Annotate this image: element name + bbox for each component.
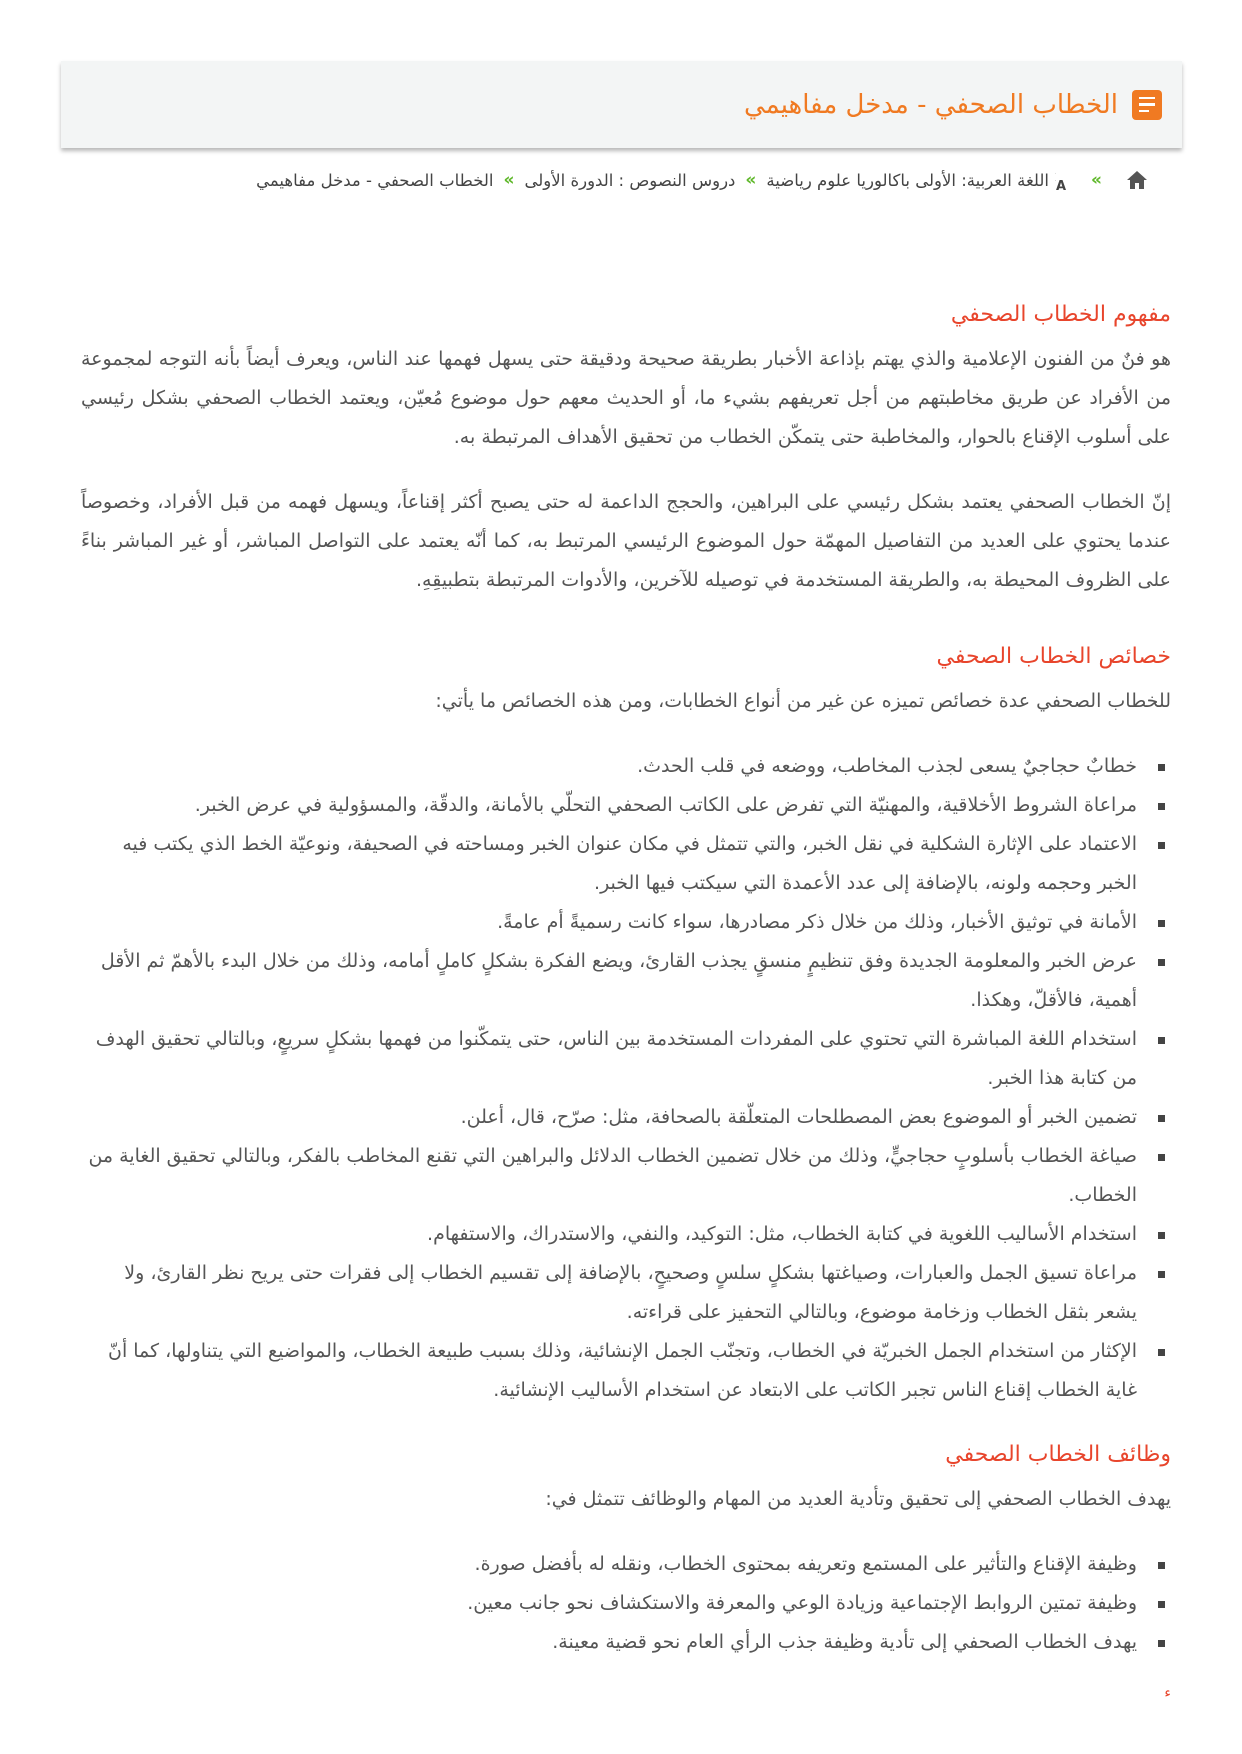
document-icon [1132,90,1162,120]
features-list [81,747,1171,1410]
page-header [61,61,1182,148]
breadcrumb [120,168,1148,192]
breadcrumb-item-current: الخطاب الصحفي - مدخل مفاهيمي [256,170,494,190]
list-item: الاعتماد على الإثارة الشكلية في نقل الخبر، والتي تتمثل في مكان عنوان الخبر ومساحته في الصحيفة، ونوعيّة الخط الذي يكتب فيه الخبر وحجمه ولونه، بالإضافة إلى عدد الأعمدة التي سيكتب فيها الخبر. [81,825,1137,903]
home-icon[interactable] [1126,170,1148,190]
list-item: مراعاة الشروط الأخلاقية، والمهنيّة التي تفرض على الكاتب الصحفي التحلّي بالأمانة، والدقّة، والمسؤولية في عرض الخبر. [81,786,1137,825]
list-item: عرض الخبر والمعلومة الجديدة وفق تنظيمٍ منسقٍ يجذب القارئ، ويضع الفكرة بشكلٍ كاملٍ أمامه، وذلك من خلال البدء بالأهمّ ثم الأقل أهمية، فالأقلّ، وهكذا. [81,942,1137,1020]
list-item: خطابٌ حجاجيٌ يسعى لجذب المخاطب، ووضعه في قلب الحدث. [81,747,1137,786]
section-heading-functions: وظائف الخطاب الصحفي [945,1442,1171,1467]
concept-paragraph: إنّ الخطاب الصحفي يعتمد بشكل رئيسي على البراهين، والحجج الداعمة له حتى يصبح أكثر إقناعاً، ويسهل فهمه من قبل الأفراد، وخصوصاً عندما يحتوي على العديد من التفاصيل المهمّة حول الموضوع الرئيسي المرتبط به، كما أنّه يعتمد على التواصل المباشر، أو غير المباشر بناءً على الظروف المحيطة به، والطريقة المستخدمة في توصيله للآخرين، والأدوات المرتبطة بتطبيقِهِ. [81,491,1171,591]
list-item: يهدف الخطاب الصحفي إلى تأدية وظيفة جذب الرأي العام نحو قضية معينة. [81,1623,1137,1662]
page-title: الخطاب الصحفي - مدخل مفاهيمي [744,89,1118,120]
list-item: الإكثار من استخدام الجمل الخبريّة في الخطاب، وتجنّب الجمل الإنشائية، وذلك بسبب طبيعة الخطاب، والمواضيع التي يتناولها، كما أنّ غاية الخطاب إقناع الناس تجبر الكاتب على الابتعاد عن استخدام الأساليب الإنشائية. [81,1332,1137,1410]
section-features [81,632,1171,1410]
section-functions [81,1430,1171,1662]
list-item: استخدام الأساليب اللغوية في كتابة الخطاب، مثل: التوكيد، والنفي، والاستدراك، والاستفهام. [81,1215,1137,1254]
section-heading-features: خصائص الخطاب الصحفي [936,644,1171,669]
list-item: الأمانة في توثيق الأخبار، وذلك من خلال ذكر مصادرها، سواء كانت رسميةً أم عامةً. [81,903,1137,942]
list-item: وظيفة الإقناع والتأثير على المستمع وتعريفه بمحتوى الخطاب، ونقله له بأفضل صورة. [81,1545,1137,1584]
list-item: وظيفة تمتين الروابط الإجتماعية وزيادة الوعي والمعرفة والاستكشاف نحو جانب معين. [81,1584,1137,1623]
breadcrumb-item-lessons[interactable]: دروس النصوص : الدورة الأولى [524,170,736,190]
list-item: تضمين الخبر أو الموضوع بعض المصطلحات المتعلّقة بالصحافة، مثل: صرّح، قال، أعلن. [81,1098,1137,1137]
section-heading-concept: مفهوم الخطاب الصحفي [950,302,1171,327]
functions-list [81,1545,1171,1662]
breadcrumb-item-subject[interactable]: اللغة العربية: الأولى باكالوريا علوم رياضية [766,170,1050,190]
functions-intro: يهدف الخطاب الصحفي إلى تحقيق وتأدية العديد من المهام والوظائف تتمثل في: [545,1488,1171,1510]
svg-text:A: A [1055,179,1067,192]
features-intro: للخطاب الصحفي عدة خصائص تميزه عن غير من أنواع الخطابات، ومن هذه الخصائص ما يأتي: [435,690,1171,712]
footer-mark: ء [1164,1685,1171,1701]
breadcrumb-separator: » [745,170,757,190]
list-item: صياغة الخطاب بأسلوبٍ حجاجيٍّ، وذلك من خلال تضمين الخطاب الدلائل والبراهين التي تقنع المخاطب بالفكر، وبالتالي تحقيق الغاية من الخطاب. [81,1137,1137,1215]
translate-icon [1055,168,1081,192]
section-concept [81,290,1171,600]
concept-paragraph: هو فنٌ من الفنون الإعلامية والذي يهتم بإذاعة الأخبار بطريقة صحيحة ودقيقة حتى يسهل فهمها عند الناس، ويعرف أيضاً بأنه التوجه لمجموعة من الأفراد عن طريق مخاطبتهم من أجل تعريفهم بشيء ما، أو الحديث معهم حول موضوع مُعيّن، ويعتمد الخطاب الصحفي بشكل رئيسي على أسلوب الإقناع بالحوار، والمخاطبة حتى يتمكّن الخطاب من تحقيق الأهداف المرتبطة به. [81,348,1171,448]
breadcrumb-separator: » [1091,170,1102,190]
breadcrumb-separator: » [503,170,515,190]
list-item: استخدام اللغة المباشرة التي تحتوي على المفردات المستخدمة بين الناس، حتى يتمكّنوا من فهمها بشكلٍ سريعٍ، وبالتالي تحقيق الهدف من كتابة هذا الخبر. [81,1020,1137,1098]
list-item: مراعاة تسيق الجمل والعبارات، وصياغتها بشكلٍ سلسٍ وصحيحٍ، بالإضافة إلى تقسيم الخطاب إلى فقرات حتى يريح نظر القارئ، ولا يشعر بثقل الخطاب وزخامة موضوع، وبالتالي التحفيز على قراءته. [81,1254,1137,1332]
article-content [81,290,1171,1662]
